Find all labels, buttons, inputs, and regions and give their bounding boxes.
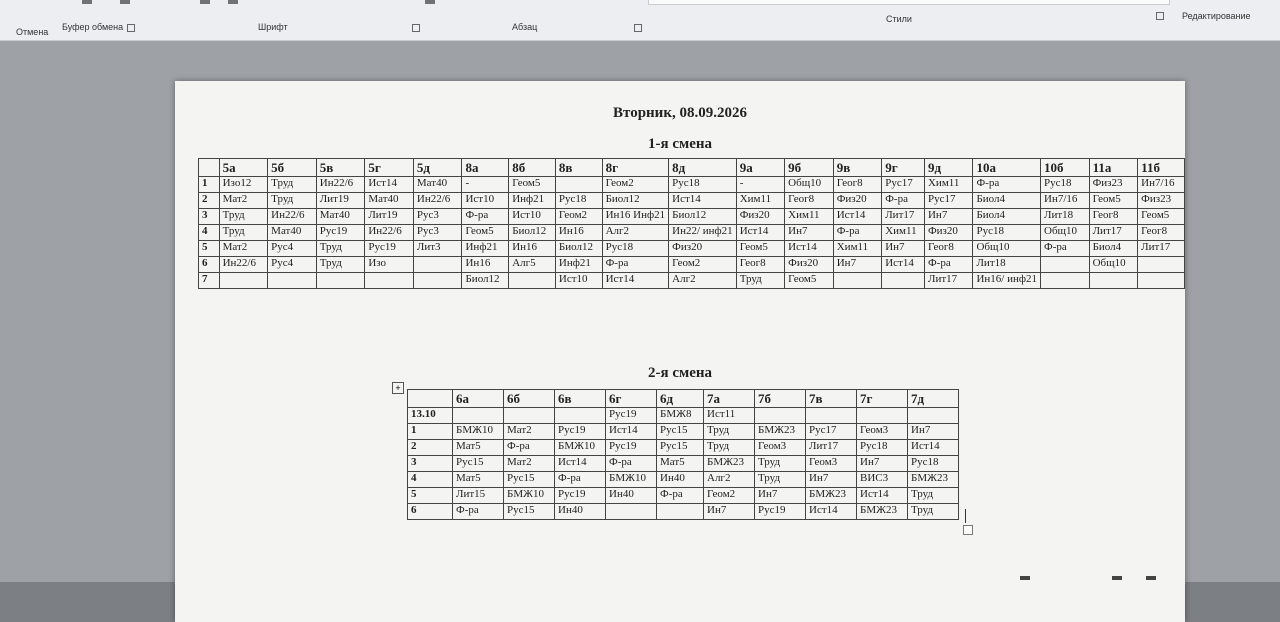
lesson-cell[interactable]: Рус19 <box>555 424 606 440</box>
lesson-cell[interactable] <box>806 408 857 424</box>
lesson-cell[interactable]: Труд <box>268 193 317 209</box>
lesson-cell[interactable]: Физ20 <box>785 257 834 273</box>
lesson-cell[interactable]: Физ20 <box>833 193 881 209</box>
lesson-cell[interactable]: Ин7 <box>704 504 755 520</box>
class-header[interactable]: 5д <box>413 159 462 177</box>
lesson-cell[interactable]: Ф-ра <box>453 504 504 520</box>
class-header[interactable]: 8г <box>602 159 669 177</box>
lesson-cell[interactable]: Общ10 <box>1089 257 1138 273</box>
lesson-cell[interactable]: Биол12 <box>462 273 509 289</box>
styles-gallery[interactable] <box>648 0 1170 5</box>
lesson-cell[interactable]: Ин7 <box>806 472 857 488</box>
font-tool-icon[interactable] <box>200 0 210 4</box>
lesson-cell[interactable]: Ф-ра <box>606 456 657 472</box>
lesson-cell[interactable]: Лит18 <box>1041 209 1090 225</box>
lesson-cell[interactable]: Биол12 <box>509 225 556 241</box>
lesson-cell[interactable]: Труд <box>736 273 784 289</box>
lesson-cell[interactable]: Рус19 <box>316 225 365 241</box>
table-row <box>408 472 959 488</box>
lesson-cell[interactable]: Рус17 <box>806 424 857 440</box>
lesson-cell[interactable]: Ин7 <box>908 424 959 440</box>
class-header[interactable]: 7д <box>908 390 959 408</box>
class-header[interactable]: 8а <box>462 159 509 177</box>
class-header[interactable]: 9г <box>882 159 925 177</box>
lesson-cell[interactable]: Ин7 <box>857 456 908 472</box>
class-header[interactable]: 6г <box>606 390 657 408</box>
table-row <box>199 273 1185 289</box>
lesson-cell[interactable] <box>755 408 806 424</box>
lesson-cell[interactable]: Ист10 <box>555 273 602 289</box>
lesson-cell[interactable]: Геом5 <box>785 273 834 289</box>
lesson-cell[interactable]: Ин7 <box>785 225 834 241</box>
lesson-cell[interactable]: Ист10 <box>509 209 556 225</box>
lesson-cell[interactable]: Рус3 <box>413 225 462 241</box>
lesson-cell[interactable]: Геог8 <box>785 193 834 209</box>
lesson-cell[interactable]: Лит19 <box>365 209 414 225</box>
lesson-cell[interactable] <box>1041 273 1090 289</box>
lesson-cell[interactable]: Геог8 <box>736 257 784 273</box>
class-header[interactable]: 6б <box>504 390 555 408</box>
corner-header[interactable] <box>408 390 453 408</box>
lesson-cell[interactable]: Общ10 <box>1041 225 1090 241</box>
table-row <box>408 488 959 504</box>
lesson-cell[interactable] <box>504 408 555 424</box>
lesson-cell[interactable]: Лит17 <box>1138 241 1185 257</box>
lesson-cell[interactable] <box>606 504 657 520</box>
lesson-cell[interactable] <box>365 273 414 289</box>
lesson-cell[interactable]: Ист14 <box>669 193 737 209</box>
lesson-cell[interactable]: Лит18 <box>973 257 1041 273</box>
lesson-cell[interactable]: Мат40 <box>365 193 414 209</box>
lesson-cell[interactable]: Ф-ра <box>924 257 972 273</box>
lesson-cell[interactable] <box>657 504 704 520</box>
lesson-cell[interactable]: Геом3 <box>806 456 857 472</box>
lesson-cell[interactable]: Рус19 <box>365 241 414 257</box>
lesson-cell[interactable] <box>1089 273 1138 289</box>
paragraph-group-label: Абзац <box>512 22 538 32</box>
lesson-number-cell[interactable]: 6 <box>199 257 220 273</box>
lesson-cell[interactable]: Биол12 <box>602 193 669 209</box>
lesson-cell[interactable]: Рус19 <box>755 504 806 520</box>
lesson-cell[interactable]: Хим11 <box>736 193 784 209</box>
lesson-number-cell[interactable]: 3 <box>199 209 220 225</box>
table-row <box>408 424 959 440</box>
lesson-cell[interactable]: Физ20 <box>736 209 784 225</box>
lesson-cell[interactable]: Ист14 <box>882 257 925 273</box>
lesson-cell[interactable]: Изо12 <box>219 177 268 193</box>
lesson-number-cell[interactable]: 6 <box>408 504 453 520</box>
lesson-cell[interactable] <box>857 408 908 424</box>
document-page[interactable] <box>175 81 1185 622</box>
lesson-cell[interactable]: Рус15 <box>657 440 704 456</box>
lesson-number-cell[interactable]: 1 <box>199 177 220 193</box>
lesson-cell[interactable]: БМЖ23 <box>755 424 806 440</box>
document-title: Вторник, 08.09.2026 <box>613 105 747 121</box>
clipboard-group-label <box>62 22 135 32</box>
class-header[interactable]: 9а <box>736 159 784 177</box>
lesson-cell[interactable]: Ин40 <box>606 488 657 504</box>
lesson-cell[interactable]: Геог8 <box>833 177 881 193</box>
lesson-cell[interactable]: Труд <box>219 209 268 225</box>
lesson-cell[interactable]: Геом5 <box>1089 193 1138 209</box>
lesson-cell[interactable]: Ин7 <box>924 209 972 225</box>
table-row <box>199 241 1185 257</box>
shift2-table[interactable] <box>407 389 959 520</box>
table-row <box>199 193 1185 209</box>
shift2-title: 2-я смена <box>647 365 713 381</box>
corner-header[interactable] <box>199 159 220 177</box>
lesson-cell[interactable]: Труд <box>704 440 755 456</box>
lesson-cell[interactable]: Труд <box>704 424 755 440</box>
lesson-cell[interactable]: Алг2 <box>602 225 669 241</box>
styles-group-label: Стили <box>886 14 912 24</box>
lesson-cell[interactable] <box>555 408 606 424</box>
class-header[interactable]: 8б <box>509 159 556 177</box>
lesson-cell[interactable]: Мат2 <box>504 456 555 472</box>
lesson-cell[interactable]: Инф21 <box>462 241 509 257</box>
lesson-cell[interactable]: Рус3 <box>413 209 462 225</box>
lesson-cell[interactable]: Геог8 <box>1138 225 1185 241</box>
lesson-cell[interactable]: Геом5 <box>1138 209 1185 225</box>
lesson-cell[interactable]: Ин7 <box>755 488 806 504</box>
font-group-label: Шрифт <box>258 22 288 32</box>
lesson-number-cell[interactable]: 5 <box>199 241 220 257</box>
lesson-cell[interactable]: Ист11 <box>704 408 755 424</box>
lesson-cell[interactable]: Труд <box>268 177 317 193</box>
lesson-cell[interactable]: Геом5 <box>736 241 784 257</box>
lesson-cell[interactable]: Труд <box>755 472 806 488</box>
lesson-cell[interactable]: БМЖ23 <box>857 504 908 520</box>
text-cursor <box>965 509 966 523</box>
lesson-cell[interactable]: Биол4 <box>1089 241 1138 257</box>
lesson-cell[interactable]: Ф-ра <box>1041 241 1090 257</box>
lesson-cell[interactable]: Изо <box>365 257 414 273</box>
lesson-cell[interactable] <box>413 257 462 273</box>
lesson-cell[interactable]: Биол4 <box>973 193 1041 209</box>
class-header[interactable]: 5а <box>219 159 268 177</box>
lesson-cell[interactable] <box>316 273 365 289</box>
lesson-cell[interactable]: Ин16 <box>462 257 509 273</box>
lesson-number-cell[interactable]: 7 <box>199 273 220 289</box>
class-header[interactable]: 7в <box>806 390 857 408</box>
lesson-cell[interactable]: Ф-ра <box>882 193 925 209</box>
lesson-cell[interactable]: Труд <box>219 225 268 241</box>
lesson-cell[interactable]: Труд <box>755 456 806 472</box>
lesson-cell[interactable]: Лит17 <box>1089 225 1138 241</box>
lesson-cell[interactable]: Труд <box>316 241 365 257</box>
lesson-cell[interactable]: БМЖ23 <box>704 456 755 472</box>
lesson-cell[interactable]: Рус17 <box>924 193 972 209</box>
class-header[interactable]: 10а <box>973 159 1041 177</box>
lesson-cell[interactable] <box>509 273 556 289</box>
format-painter-icon[interactable] <box>120 0 130 4</box>
lesson-cell[interactable]: Ин22/6 <box>219 257 268 273</box>
lesson-cell[interactable]: Труд <box>908 488 959 504</box>
lesson-cell[interactable]: БМЖ10 <box>504 488 555 504</box>
lesson-cell[interactable]: Мат40 <box>268 225 317 241</box>
lesson-cell[interactable]: Ист14 <box>785 241 834 257</box>
lesson-cell[interactable]: Лит15 <box>453 488 504 504</box>
lesson-cell[interactable]: Мат2 <box>219 193 268 209</box>
lesson-cell[interactable]: Инф21 <box>509 193 556 209</box>
lesson-cell[interactable]: Ин7/16 <box>1138 177 1185 193</box>
lesson-cell[interactable] <box>882 273 925 289</box>
class-header[interactable]: 7г <box>857 390 908 408</box>
lesson-cell[interactable]: Ф-ра <box>833 225 881 241</box>
table-row <box>199 177 1185 193</box>
lesson-cell[interactable]: Мат40 <box>316 209 365 225</box>
class-header[interactable]: 9б <box>785 159 834 177</box>
lesson-cell[interactable]: Алг2 <box>704 472 755 488</box>
lesson-cell[interactable]: Геом2 <box>704 488 755 504</box>
lesson-cell[interactable]: Мат2 <box>504 424 555 440</box>
lesson-cell[interactable]: Алг5 <box>509 257 556 273</box>
lesson-cell[interactable]: Ин40 <box>555 504 606 520</box>
lesson-cell[interactable]: Ист14 <box>555 456 606 472</box>
lesson-cell[interactable]: Геом3 <box>755 440 806 456</box>
view-mode-icon[interactable] <box>1146 576 1156 580</box>
lesson-cell[interactable]: Рус15 <box>657 424 704 440</box>
class-header[interactable]: 9в <box>833 159 881 177</box>
shift1-table[interactable] <box>198 158 1185 289</box>
lesson-cell[interactable] <box>268 273 317 289</box>
lesson-cell[interactable]: Рус18 <box>602 241 669 257</box>
lesson-cell[interactable]: Алг2 <box>669 273 737 289</box>
lesson-cell[interactable]: Общ10 <box>785 177 834 193</box>
lesson-cell[interactable]: Мат40 <box>413 177 462 193</box>
styles-launcher-icon[interactable] <box>1152 10 1164 20</box>
class-header[interactable]: 8в <box>555 159 602 177</box>
class-header[interactable]: 5в <box>316 159 365 177</box>
lesson-cell[interactable]: Рус18 <box>973 225 1041 241</box>
lesson-cell[interactable]: Рус18 <box>1041 177 1090 193</box>
lesson-cell[interactable]: Геом2 <box>602 177 669 193</box>
lesson-cell[interactable]: Геом5 <box>509 177 556 193</box>
table-row <box>408 504 959 520</box>
lesson-cell[interactable]: Хим11 <box>785 209 834 225</box>
lesson-cell[interactable]: Рус19 <box>606 440 657 456</box>
lesson-cell[interactable]: Физ20 <box>669 241 737 257</box>
font-launcher-icon[interactable] <box>408 22 420 32</box>
table-row <box>408 408 959 424</box>
lesson-cell[interactable]: Физ23 <box>1138 193 1185 209</box>
class-header[interactable]: 5б <box>268 159 317 177</box>
lesson-number-cell[interactable]: 2 <box>408 440 453 456</box>
lesson-cell[interactable]: Рус15 <box>504 504 555 520</box>
class-header[interactable]: 11а <box>1089 159 1138 177</box>
lesson-cell[interactable]: Геом3 <box>857 424 908 440</box>
lesson-cell[interactable]: Мат5 <box>453 472 504 488</box>
view-mode-icon[interactable] <box>1020 576 1030 580</box>
lesson-cell[interactable]: Рус15 <box>453 456 504 472</box>
shift1-title: 1-я смена <box>647 136 713 152</box>
lesson-cell[interactable]: Геог8 <box>924 241 972 257</box>
lesson-cell[interactable]: Рус18 <box>857 440 908 456</box>
document-area <box>0 41 1280 582</box>
lesson-cell[interactable]: БМЖ23 <box>908 472 959 488</box>
paragraph-launcher-icon[interactable] <box>630 22 642 32</box>
lesson-cell[interactable]: БМЖ8 <box>657 408 704 424</box>
lesson-cell[interactable] <box>833 273 881 289</box>
lesson-cell[interactable]: Ист14 <box>365 177 414 193</box>
clipboard-label: Буфер обмена <box>62 22 124 32</box>
lesson-cell[interactable] <box>1138 273 1185 289</box>
lesson-cell[interactable]: Рус4 <box>268 241 317 257</box>
lesson-cell[interactable]: Рус4 <box>268 257 317 273</box>
lesson-cell[interactable]: Ин7/16 <box>1041 193 1090 209</box>
lesson-cell[interactable]: Ист10 <box>462 193 509 209</box>
font-tool-icon[interactable] <box>228 0 238 4</box>
class-header[interactable]: 9д <box>924 159 972 177</box>
lesson-cell[interactable]: Лит3 <box>413 241 462 257</box>
table-move-handle-icon[interactable]: + <box>392 382 404 394</box>
lesson-number-cell[interactable]: 13.10 <box>408 408 453 424</box>
lesson-cell[interactable]: Рус18 <box>908 456 959 472</box>
lesson-cell[interactable]: БМЖ10 <box>606 472 657 488</box>
lesson-cell[interactable] <box>453 408 504 424</box>
lesson-cell[interactable]: Физ23 <box>1089 177 1138 193</box>
lesson-cell[interactable] <box>908 408 959 424</box>
editing-group-label[interactable]: Редактирование <box>1182 11 1251 21</box>
lesson-cell[interactable]: Геом2 <box>555 209 602 225</box>
lesson-cell[interactable]: Ин40 <box>657 472 704 488</box>
lesson-cell[interactable]: Физ20 <box>924 225 972 241</box>
class-header[interactable]: 6а <box>453 390 504 408</box>
lesson-cell[interactable]: Ф-ра <box>657 488 704 504</box>
class-header[interactable]: 7б <box>755 390 806 408</box>
table-row <box>199 257 1185 273</box>
class-header[interactable]: 5г <box>365 159 414 177</box>
lesson-cell[interactable]: Ин22/6 <box>413 193 462 209</box>
lesson-number-cell[interactable]: 3 <box>408 456 453 472</box>
lesson-cell[interactable]: Ф-ра <box>462 209 509 225</box>
lesson-cell[interactable]: Лит17 <box>806 440 857 456</box>
lesson-cell[interactable]: Ист14 <box>857 488 908 504</box>
lesson-cell[interactable]: Мат5 <box>657 456 704 472</box>
lesson-cell[interactable]: Общ10 <box>973 241 1041 257</box>
class-header[interactable]: 7а <box>704 390 755 408</box>
lesson-cell[interactable] <box>555 177 602 193</box>
lesson-cell[interactable]: БМЖ23 <box>806 488 857 504</box>
lesson-cell[interactable] <box>1138 257 1185 273</box>
lesson-cell[interactable]: Рус15 <box>504 472 555 488</box>
undo-group-label[interactable]: Отмена <box>16 27 49 37</box>
lesson-cell[interactable]: Геом2 <box>669 257 737 273</box>
lesson-cell[interactable]: Хим11 <box>924 177 972 193</box>
lesson-cell[interactable]: Лит17 <box>882 209 925 225</box>
lesson-cell[interactable]: Ин22/6 <box>268 209 317 225</box>
lesson-cell[interactable]: Мат5 <box>453 440 504 456</box>
lesson-cell[interactable] <box>1041 257 1090 273</box>
class-header[interactable]: 11б <box>1138 159 1185 177</box>
class-header[interactable]: 6в <box>555 390 606 408</box>
lesson-cell[interactable]: Труд <box>316 257 365 273</box>
lesson-cell[interactable]: Ист14 <box>736 225 784 241</box>
lesson-cell[interactable]: Хим11 <box>882 225 925 241</box>
lesson-cell[interactable]: Геом5 <box>462 225 509 241</box>
lesson-cell[interactable]: Биол12 <box>669 209 737 225</box>
lesson-cell[interactable]: Ф-ра <box>602 257 669 273</box>
lesson-cell[interactable]: Мат2 <box>219 241 268 257</box>
lesson-cell[interactable]: Ф-ра <box>504 440 555 456</box>
lesson-cell[interactable]: Рус18 <box>555 193 602 209</box>
lesson-cell[interactable]: Ист14 <box>806 504 857 520</box>
table-row <box>199 225 1185 241</box>
lesson-cell[interactable]: Ин22/6 <box>365 225 414 241</box>
lesson-cell[interactable]: Ин16 Инф21 <box>602 209 669 225</box>
lesson-number-cell[interactable]: 5 <box>408 488 453 504</box>
lesson-cell[interactable]: Рус18 <box>669 177 737 193</box>
clipboard-launcher-icon[interactable] <box>127 24 135 32</box>
lesson-cell[interactable]: Ф-ра <box>555 472 606 488</box>
lesson-cell[interactable]: - <box>736 177 784 193</box>
lesson-cell[interactable]: Лит19 <box>316 193 365 209</box>
lesson-cell[interactable] <box>413 273 462 289</box>
lesson-cell[interactable]: Рус19 <box>555 488 606 504</box>
lesson-cell[interactable]: Ин7 <box>833 257 881 273</box>
lesson-cell[interactable]: Ин22/ инф21 <box>669 225 737 241</box>
lesson-cell[interactable]: Ин16/ инф21 <box>973 273 1041 289</box>
lesson-cell[interactable]: Инф21 <box>555 257 602 273</box>
dropdown-arrow-icon[interactable] <box>82 0 92 4</box>
class-header[interactable]: 10б <box>1041 159 1090 177</box>
lesson-cell[interactable]: - <box>462 177 509 193</box>
lesson-cell[interactable]: Ин16 <box>509 241 556 257</box>
lesson-cell[interactable] <box>219 273 268 289</box>
ribbon <box>0 0 1280 41</box>
lesson-cell[interactable]: Рус19 <box>606 408 657 424</box>
lesson-cell[interactable]: Ист14 <box>908 440 959 456</box>
table-resize-handle-icon[interactable] <box>963 525 973 535</box>
lesson-number-cell[interactable]: 1 <box>408 424 453 440</box>
lesson-cell[interactable]: БМЖ10 <box>453 424 504 440</box>
lesson-cell[interactable]: БМЖ10 <box>555 440 606 456</box>
lesson-cell[interactable]: Ин16 <box>555 225 602 241</box>
class-header[interactable]: 8д <box>669 159 737 177</box>
lesson-cell[interactable]: Ф-ра <box>973 177 1041 193</box>
table-row <box>199 209 1185 225</box>
lesson-number-cell[interactable]: 4 <box>199 225 220 241</box>
table-row <box>408 440 959 456</box>
lesson-cell[interactable]: Ист14 <box>602 273 669 289</box>
lesson-cell[interactable]: Рус17 <box>882 177 925 193</box>
paragraph-tool-icon[interactable] <box>425 0 435 4</box>
lesson-cell[interactable]: Биол12 <box>555 241 602 257</box>
lesson-cell[interactable]: ВИС3 <box>857 472 908 488</box>
table-row <box>408 456 959 472</box>
class-header[interactable]: 6д <box>657 390 704 408</box>
lesson-cell[interactable]: Биол4 <box>973 209 1041 225</box>
view-mode-icon[interactable] <box>1112 576 1122 580</box>
lesson-cell[interactable]: Труд <box>908 504 959 520</box>
lesson-cell[interactable]: Ин7 <box>882 241 925 257</box>
lesson-cell[interactable]: Ист14 <box>606 424 657 440</box>
lesson-cell[interactable]: Ист14 <box>833 209 881 225</box>
lesson-number-cell[interactable]: 4 <box>408 472 453 488</box>
lesson-cell[interactable]: Ин22/6 <box>316 177 365 193</box>
lesson-cell[interactable]: Геог8 <box>1089 209 1138 225</box>
lesson-number-cell[interactable]: 2 <box>199 193 220 209</box>
lesson-cell[interactable]: Лит17 <box>924 273 972 289</box>
lesson-cell[interactable]: Хим11 <box>833 241 881 257</box>
